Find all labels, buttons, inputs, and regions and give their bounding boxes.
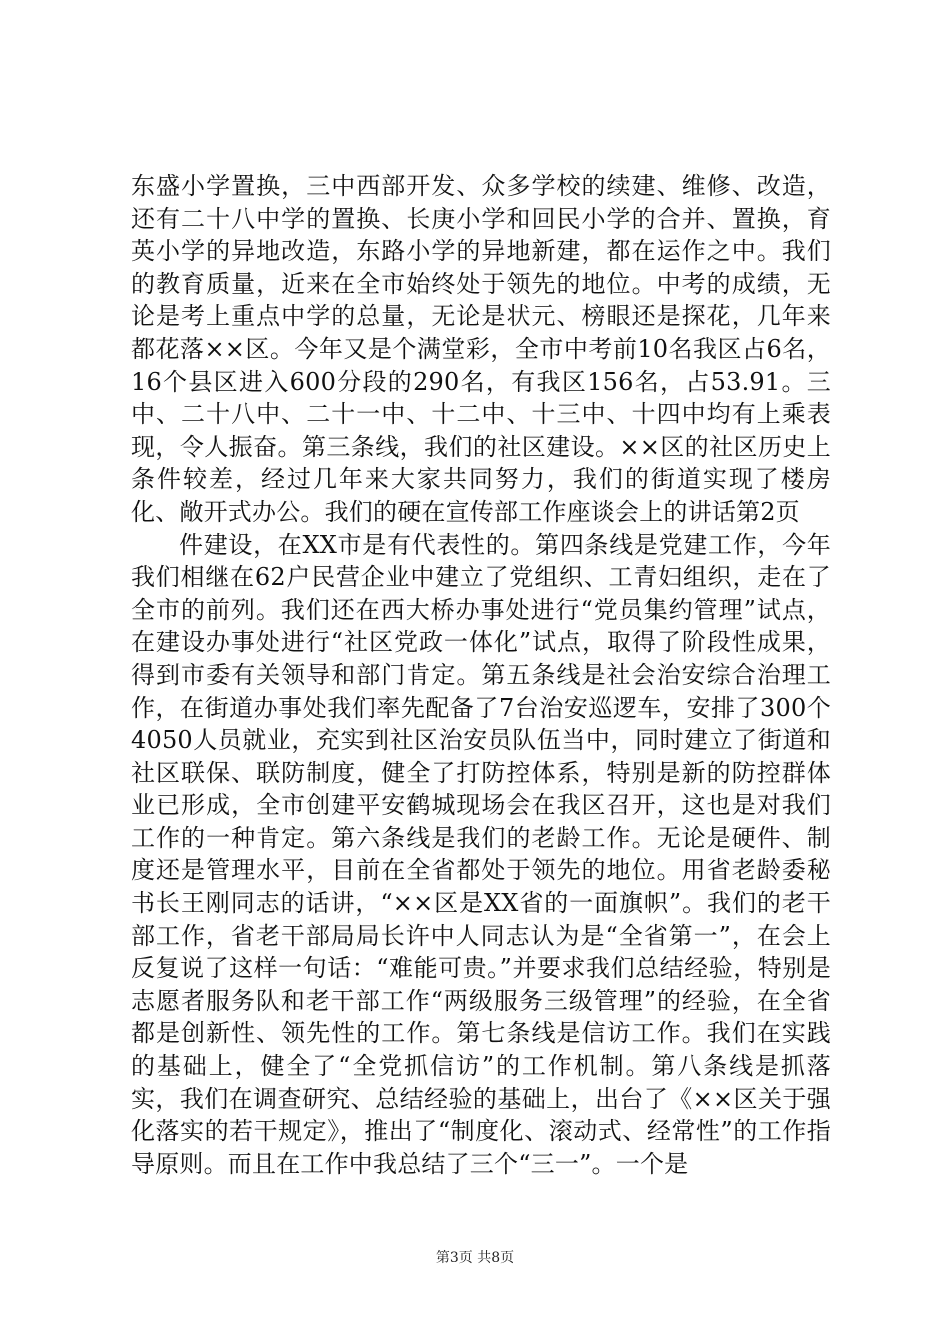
paragraph-2: 件建设，在XX市是有代表性的。第四条线是党建工作，今年我们相继在62户民营企业中建立了党组织、工青妇组织，走在了全市的前列。我们还在西大桥办事处进行“党员集约管理”试点，在建设办事处进行“社区党政一体化”试点，取得了阶段性成果，得到市委有关领导和部门肯定。第五条线是社会治安综合治理工作，在街道办事处我们率先配备了7台治安巡逻车，安排了300个4050人员就业，充实到社区治安员队伍当中，同时建立了街道和社区联保、联防制度，健全了打防控体系，特别是新的防控群体业已形成，全市创建平安鹤城现场会在我区召开，这也是对我们工作的一种肯定。第六条线是我们的老龄工作。无论是硬件、制度还是管理水平，目前在全省都处于领先的地位。用省老龄委秘书长王刚同志的话讲，“××区是XX省的一面旗帜”。我们的老干部工作，省老干部局局长许中人同志认为是“全省第一”，在会上反复说了这样一句话：“难能可贵。”并要求我们总结经验，特别是志愿者服务队和老干部工作“两级服务三级管理”的经验，在全省都是创新性、领先性的工作。第七条线是信访工作。我们在实践的基础上，健全了“全党抓信访”的工作机制。第八条线是抓落实，我们在调查研究、总结经验的基础上，出台了《××区关于强化落实的若干规定》，推出了“制度化、滚动式、经常性”的工作指导原则。而且在工作中我总结了三个“三一”。一个是 xyxy=(131,530,831,1178)
page-number-footer: 第3页 共8页 xyxy=(435,1250,515,1266)
document-body xyxy=(131,170,831,1180)
paragraph-1: 东盛小学置换，三中西部开发、众多学校的续建、维修、改造，还有二十八中学的置换、长庚小学和回民小学的合并、置换，育英小学的异地改造，东路小学的异地新建，都在运作之中。我们的教育质量，近来在全市始终处于领先的地位。中考的成绩，无论是考上重点中学的总量，无论是状元、榜眼还是探花，几年来都花落××区。今年又是个满堂彩，全市中考前10名我区占6名，16个县区进入600分段的290名，有我区156名，占53.91。三中、二十八中、二十一中、十二中、十三中、十四中均有上乘表现，令人振奋。第三条线，我们的社区建设。××区的社区历史上条件较差，经过几年来大家共同努力，我们的街道实现了楼房化、敞开式办公。我们的硬在宣传部工作座谈会上的讲话第2页 xyxy=(131,172,831,526)
